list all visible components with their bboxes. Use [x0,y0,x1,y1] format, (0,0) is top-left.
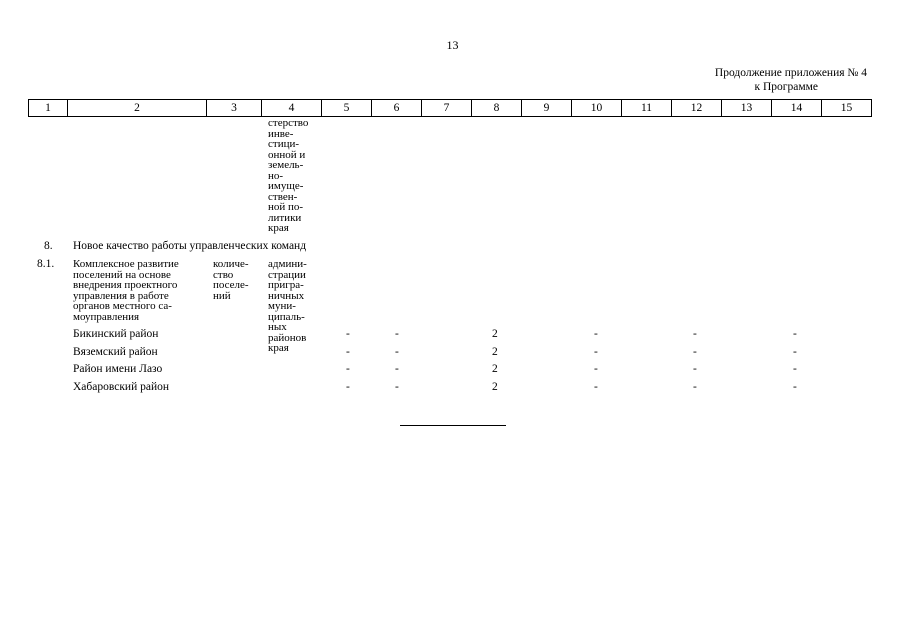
district-value-col-6: - [395,346,399,358]
item-8-1-number: 8.1. [37,258,55,270]
district-value-col-12: - [693,346,697,358]
district-value-col-12: - [693,328,697,340]
header-col-13: 13 [722,100,772,117]
district-value-col-5: - [346,346,350,358]
header-col-2: 2 [68,100,207,117]
district-value-col-14: - [793,381,797,393]
district-value-col-6: - [395,328,399,340]
district-value-col-5: - [346,381,350,393]
item-8-1-name: Комплексное развитие поселений на основе внедрения проектного управления в работе органов местного са- моуправления [73,258,179,323]
header-col-4: 4 [262,100,322,117]
district-value-col-14: - [793,363,797,375]
table-header-row [28,99,872,117]
district-value-col-12: - [693,363,697,375]
closing-rule [400,425,506,426]
district-value-col-10: - [594,381,598,393]
district-value-col-8: 2 [492,381,498,393]
district-value-col-10: - [594,328,598,340]
district-value-col-6: - [395,381,399,393]
header-col-9: 9 [522,100,572,117]
district-value-col-5: - [346,363,350,375]
district-name: Бикинский район [73,328,159,340]
district-value-col-10: - [594,363,598,375]
header-col-11: 11 [622,100,672,117]
district-value-col-14: - [793,346,797,358]
district-value-col-5: - [346,328,350,340]
header-col-5: 5 [322,100,372,117]
continuation-executor: стерство инве- стици- онной и земель- но- имуще- ствен- ной по- литики края [268,117,309,234]
appendix-line-1: Продолжение приложения № 4 [714,67,867,79]
header-col-7: 7 [422,100,472,117]
district-value-col-12: - [693,381,697,393]
header-col-14: 14 [772,100,822,117]
appendix-caption [715,66,867,94]
header-col-1: 1 [29,100,68,117]
district-value-col-14: - [793,328,797,340]
header-col-3: 3 [207,100,262,117]
header-col-10: 10 [572,100,622,117]
page-number: 13 [446,38,459,52]
header-col-12: 12 [672,100,722,117]
item-8-1-executor: админи- страции пригра- ничных муни- ципаль- ных районов края [268,258,307,354]
header-col-15: 15 [822,100,872,117]
district-value-col-8: 2 [492,346,498,358]
district-name: Вяземский район [73,346,158,358]
section-8-title: Новое качество работы управленческих команд [73,240,307,252]
item-8-1-indicator: количе- ство поселе- ний [213,258,249,302]
header-col-8: 8 [472,100,522,117]
header-col-6: 6 [372,100,422,117]
section-8-number: 8. [44,240,53,252]
appendix-line-2: к Программе [754,81,818,93]
district-name: Хабаровский район [73,381,170,393]
district-value-col-8: 2 [492,363,498,375]
district-value-col-8: 2 [492,328,498,340]
district-value-col-10: - [594,346,598,358]
district-value-col-6: - [395,363,399,375]
district-name: Район имени Лазо [73,363,163,375]
